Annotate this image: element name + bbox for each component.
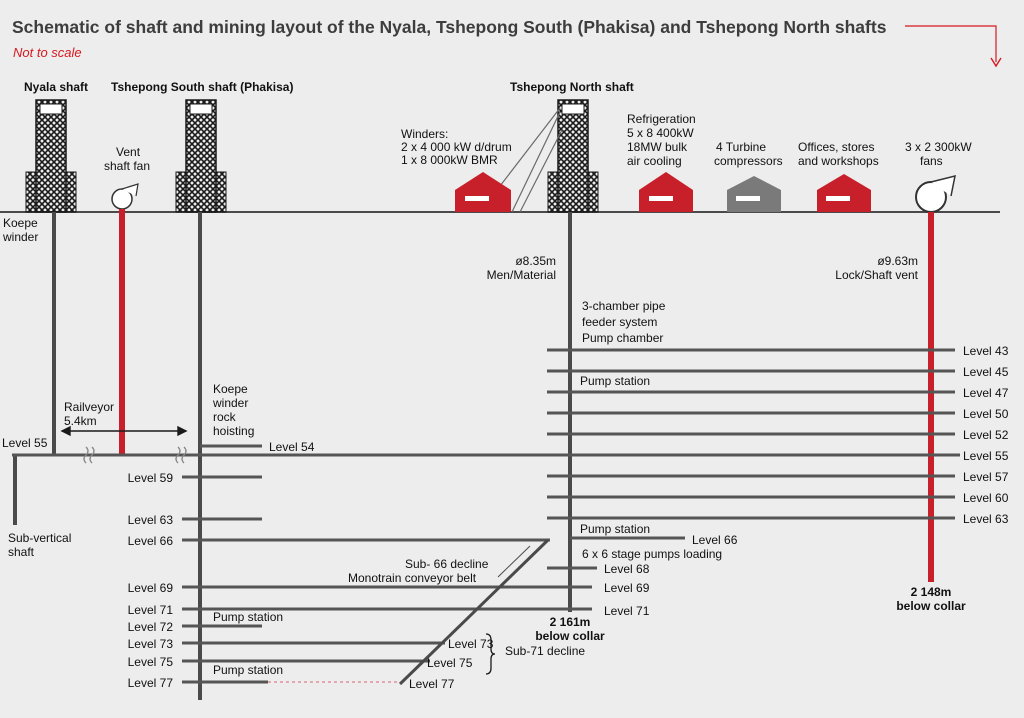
nyala-headframe-icon (26, 100, 76, 212)
level-label: Level 69 (127, 581, 173, 595)
vent-fan-label: Vent shaft fan (104, 145, 151, 173)
refrigeration-building-icon (639, 172, 693, 212)
men-material-label: ø8.35m Men/Material (486, 254, 556, 282)
level-label: Level 60 (963, 491, 1009, 505)
sub-vertical-label: Sub-vertical shaft (8, 531, 72, 559)
level-label: Level 73 (448, 637, 494, 651)
title-arrow-icon (905, 26, 996, 62)
vent-depth-label: 2 148m below collar (896, 585, 966, 613)
north-fan-icon (916, 176, 955, 212)
sub66-decline-label: Sub- 66 decline (405, 557, 489, 571)
level-label: Level 71 (604, 604, 650, 618)
level-label: Level 75 (427, 656, 473, 670)
level-label: Level 69 (604, 581, 650, 595)
level-label: Level 50 (963, 407, 1009, 421)
vent-fan-icon (112, 184, 138, 209)
tnorth-shaft-label: Tshepong North shaft (510, 80, 634, 94)
level-label: Level 47 (963, 386, 1009, 400)
pump-station-72-label: Pump station (213, 610, 284, 624)
page-title: Schematic of shaft and mining layout of the Nyala, Tshepong South (Phakisa) and Tshepong North shafts (12, 17, 887, 37)
level-label: Level 71 (127, 603, 173, 617)
tnorth-headframe-icon (548, 100, 598, 212)
level-label: Level 52 (963, 428, 1009, 442)
tsouth-shaft-label: Tshepong South shaft (Phakisa) (111, 80, 294, 94)
tsouth-headframe-icon (176, 100, 226, 212)
pump-station-66-label: Pump station (580, 522, 651, 536)
level-label: Level 73 (127, 637, 173, 651)
level-label: Level 66 (692, 533, 738, 547)
compressor-building-icon (727, 176, 781, 212)
monotrain-label: Monotrain conveyor belt (348, 571, 477, 585)
level-label: Level 66 (127, 534, 173, 548)
level-label: Level 68 (604, 562, 650, 576)
offices-label: Offices, stores and workshops (798, 140, 879, 168)
stage-pumps-label: 6 x 6 stage pumps loading (582, 547, 723, 561)
koepe-winder-label: Koepe winder (3, 216, 39, 244)
level-label: Level 75 (127, 655, 173, 669)
pipe-feeder-label: 3-chamber pipe feeder system Pump chamber (582, 299, 666, 345)
level-label: Level 55 (963, 449, 1009, 463)
fans-label: 3 x 2 300kW fans (905, 140, 972, 168)
level-label: Level 77 (409, 677, 455, 691)
level-label: Level 54 (269, 440, 315, 454)
refrigeration-label: Refrigeration 5 x 8 400kW 18MW bulk air cooling (627, 112, 696, 168)
railveyor-label: Railveyor 5.4km (64, 400, 115, 428)
pump-station-north-label: Pump station (580, 374, 651, 388)
winders-building-icon (455, 172, 511, 212)
scale-note: Not to scale (13, 45, 82, 60)
north-depth-label: 2 161m below collar (535, 615, 605, 643)
winders-label: Winders: 2 x 4 000 kW d/drum 1 x 8 000kW BMR (401, 127, 512, 167)
level-label: Level 63 (963, 512, 1009, 526)
turbine-label: 4 Turbine compressors (714, 140, 783, 168)
nyala-shaft-label: Nyala shaft (24, 80, 89, 94)
level-label: Level 45 (963, 365, 1009, 379)
pump-station-77-label: Pump station (213, 663, 284, 677)
koepe-rock-label: Koepe winder rock hoisting (213, 382, 255, 438)
level-label: Level 55 (2, 436, 48, 450)
offices-building-icon (817, 174, 871, 212)
level-label: Level 43 (963, 344, 1009, 358)
sub71-decline-label: Sub-71 decline (505, 644, 586, 658)
level-label: Level 59 (127, 471, 173, 485)
lock-vent-label: ø9.63m Lock/Shaft vent (835, 254, 918, 282)
level-label: Level 72 (127, 620, 173, 634)
level-label: Level 63 (127, 513, 173, 527)
level-label: Level 77 (127, 676, 173, 690)
level-label: Level 57 (963, 470, 1009, 484)
